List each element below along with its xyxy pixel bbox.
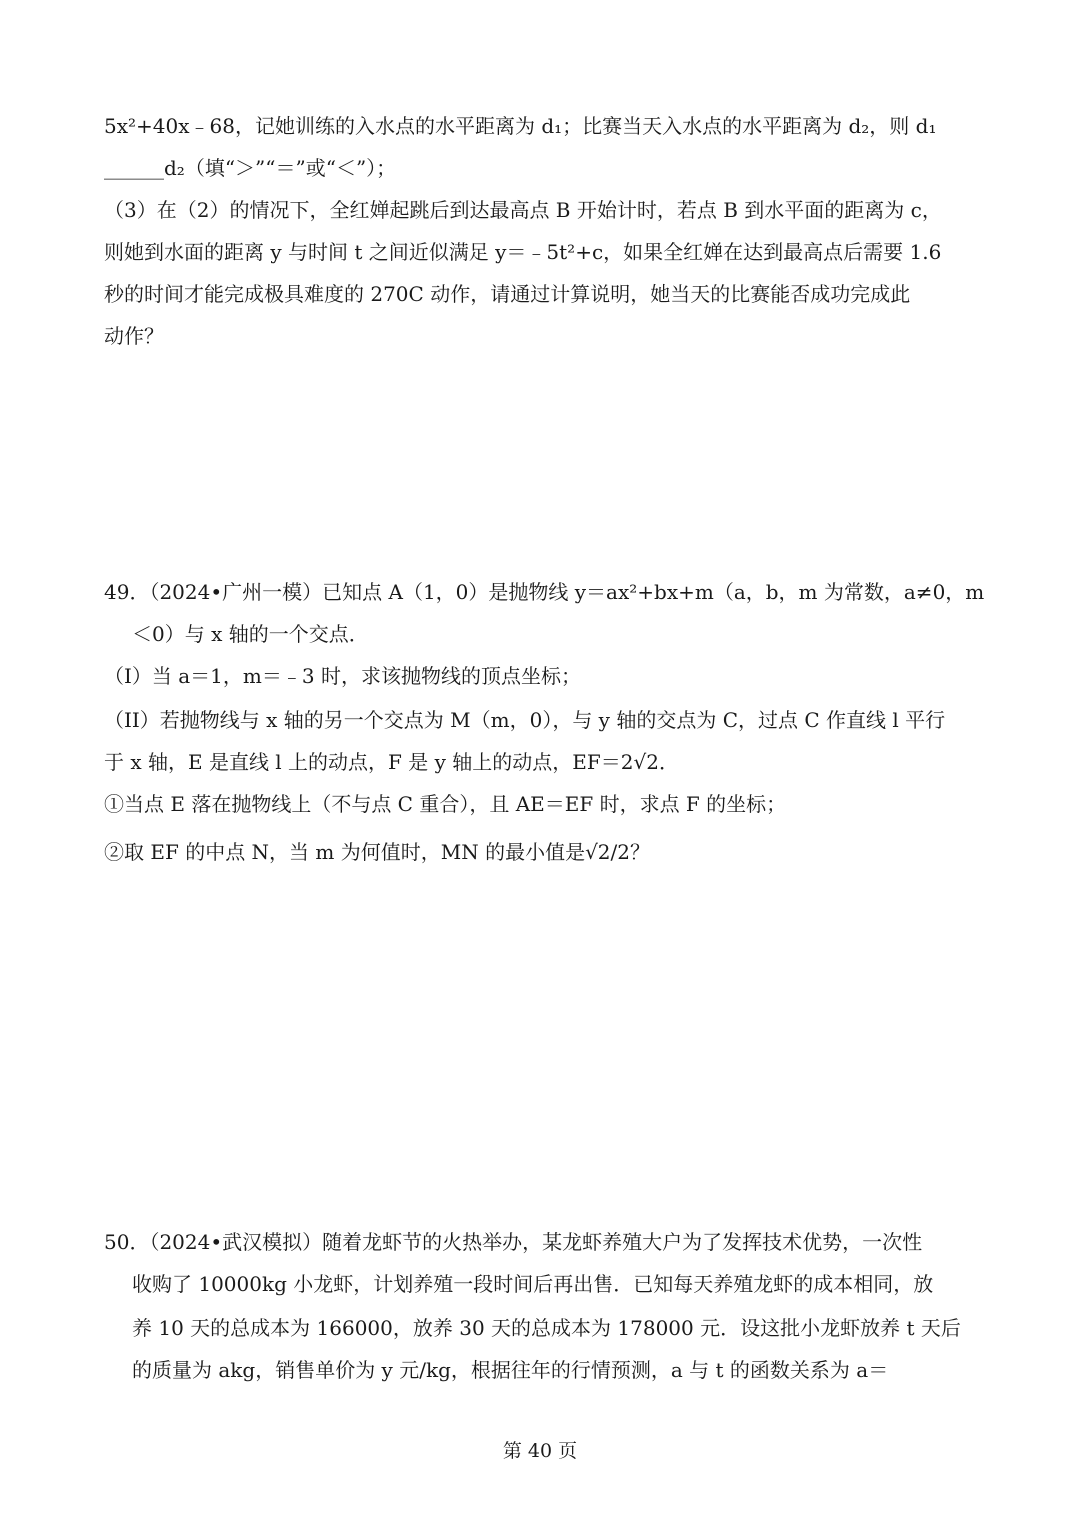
- text-line: （I）当 a＝1，m＝﹣3 时，求该抛物线的顶点坐标；: [104, 664, 581, 688]
- text-line: 收购了 10000kg 小龙虾，计划养殖一段时间后再出售．已知每天养殖龙虾的成本相同，放: [132, 1272, 934, 1296]
- text-line: ______d₂（填“＞”“＝”或“＜”）；: [104, 156, 397, 180]
- text-line: 养 10 天的总成本为 166000，放养 30 天的总成本为 178000 元．设这批小龙虾放养 t 天后: [132, 1316, 961, 1340]
- question-49-heading: 49．（2024•广州一模）已知点 A（1，0）是抛物线 y＝ax²+bx+m（a，b，m 为常数，a≠0，m: [104, 580, 985, 604]
- text-line: 5x²+40x﹣68，记她训练的入水点的水平距离为 d₁；比赛当天入水点的水平距离为 d₂，则 d₁: [104, 114, 937, 138]
- text-line: 于 x 轴，E 是直线 l 上的动点，F 是 y 轴上的动点，EF＝2√2．: [104, 750, 679, 774]
- text-line: 则她到水面的距离 y 与时间 t 之间近似满足 y＝﹣5t²+c，如果全红婵在达到最高点后需要 1.6: [104, 240, 942, 264]
- text-line: （II）若抛物线与 x 轴的另一个交点为 M（m，0），与 y 轴的交点为 C，过点 C 作直线 l 平行: [104, 708, 946, 732]
- text-line: ①当点 E 落在抛物线上（不与点 C 重合），且 AE＝EF 时，求点 F 的坐标；: [104, 792, 787, 816]
- text-line: ＜0）与 x 轴的一个交点．: [132, 622, 369, 646]
- text-line: 动作？: [104, 324, 164, 348]
- text-line: 的质量为 akg，销售单价为 y 元/kg，根据往年的行情预测，a 与 t 的函数关系为 a＝: [132, 1358, 889, 1382]
- question-50-heading: 50．（2024•武汉模拟）随着龙虾节的火热举办，某龙虾养殖大户为了发挥技术优势，一次性: [104, 1230, 923, 1254]
- page-number: 第 40 页: [502, 1440, 578, 1462]
- text-line: （3）在（2）的情况下，全红婵起跳后到达最高点 B 开始计时，若点 B 到水平面的距离为 c，: [104, 198, 942, 222]
- text-line: 秒的时间才能完成极具难度的 270C 动作，请通过计算说明，她当天的比赛能否成功完成此: [104, 282, 911, 306]
- text-line: ②取 EF 的中点 N，当 m 为何值时，MN 的最小值是√2/2？: [104, 840, 650, 864]
